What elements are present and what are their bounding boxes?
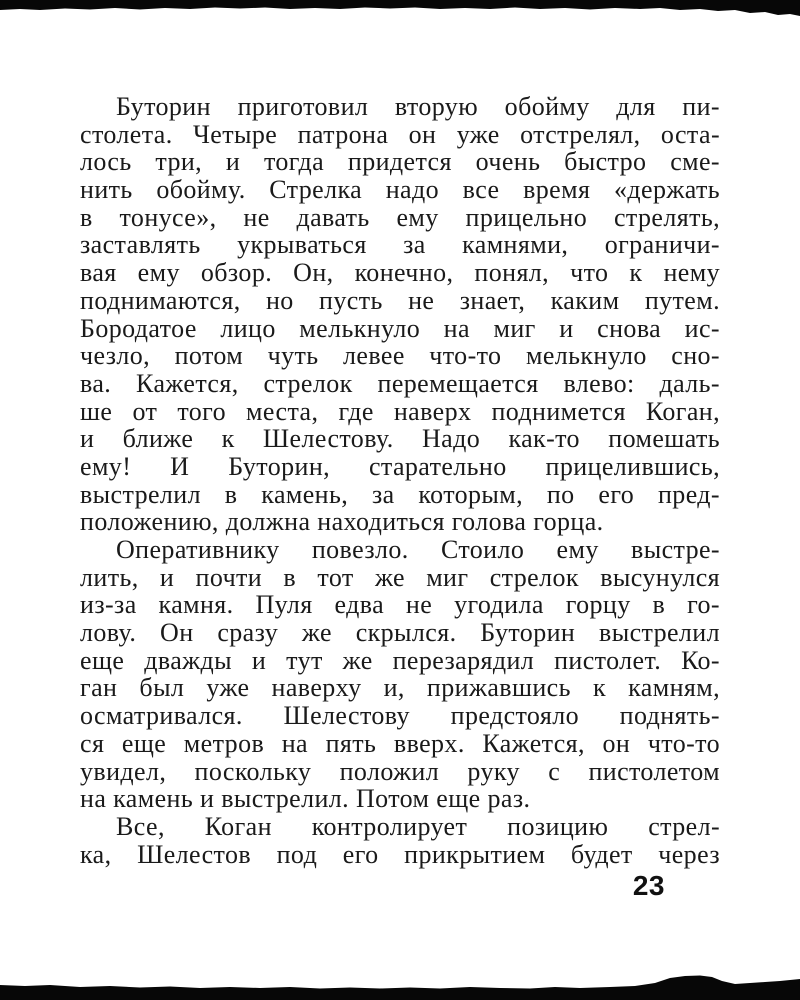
text-line: заставлять укрываться за камнями, ограничи- xyxy=(80,230,720,260)
text-line: нить обойму. Стрелка надо все время «держать xyxy=(80,175,720,205)
text-line: Все, Коган контролирует позицию стрел- xyxy=(116,811,720,841)
text-line: ему! И Буторин, старательно прицелившись, xyxy=(80,451,720,481)
text-line: Бородатое лицо мелькнуло на миг и снова ис- xyxy=(80,313,720,343)
text-line: Оперативнику повезло. Стоило ему выстре- xyxy=(116,535,720,564)
text-line: выстрелил в камень, за которым, по его пред- xyxy=(80,479,720,509)
text-line: лось три, и тогда придется очень быстро сме- xyxy=(80,147,720,177)
text-line: увидел, поскольку положил руку с пистолетом xyxy=(80,756,720,786)
text-line: ка, Шелестов под его прикрытием будет через xyxy=(80,839,720,869)
text-line: еще дважды и тут же перезарядил пистолет. Ко- xyxy=(80,645,720,675)
text-line: вая ему обзор. Он, конечно, понял, что к нему xyxy=(80,258,720,288)
text-line: и ближе к Шелестову. Надо как-то помешать xyxy=(80,424,720,454)
text-line: ган был уже наверху и, прижавшись к камням, xyxy=(80,673,720,703)
paragraph-3 xyxy=(80,813,720,868)
paragraph-2 xyxy=(80,536,720,813)
text-line: лову. Он сразу же скрылся. Буторин выстрелил xyxy=(80,618,720,648)
scan-edge-top xyxy=(0,0,800,20)
text-block xyxy=(80,93,720,868)
text-line: поднимаются, но пусть не знает, каким путем. xyxy=(80,285,720,315)
text-line: положению, должна находиться голова горца. xyxy=(80,507,604,537)
text-line: в тонусе», не давать ему прицельно стрелять, xyxy=(80,202,720,232)
text-line: ва. Кажется, стрелок перемещается влево: даль- xyxy=(80,368,720,398)
text-line: осматривался. Шелестову предстояло поднять- xyxy=(80,701,720,731)
scan-edge-bottom xyxy=(0,974,800,1000)
text-line: Буторин приготовил вторую обойму для пи- xyxy=(116,92,720,121)
text-line: лить, и почти в тот же миг стрелок высунулся xyxy=(80,562,720,592)
text-line: чезло, потом чуть левее что-то мелькнуло сно- xyxy=(80,341,720,371)
text-line: столета. Четыре патрона он уже отстрелял, оста- xyxy=(80,119,720,149)
text-line: ше от того места, где наверх поднимется Коган, xyxy=(80,396,720,426)
text-line: ся еще метров на пять вверх. Кажется, он что-то xyxy=(80,728,720,758)
text-line: из-за камня. Пуля едва не угодила горцу в го- xyxy=(80,590,720,620)
page-number: 23 xyxy=(632,870,665,901)
text-line: на камень и выстрелил. Потом еще раз. xyxy=(80,784,531,814)
paragraph-1 xyxy=(80,93,720,536)
